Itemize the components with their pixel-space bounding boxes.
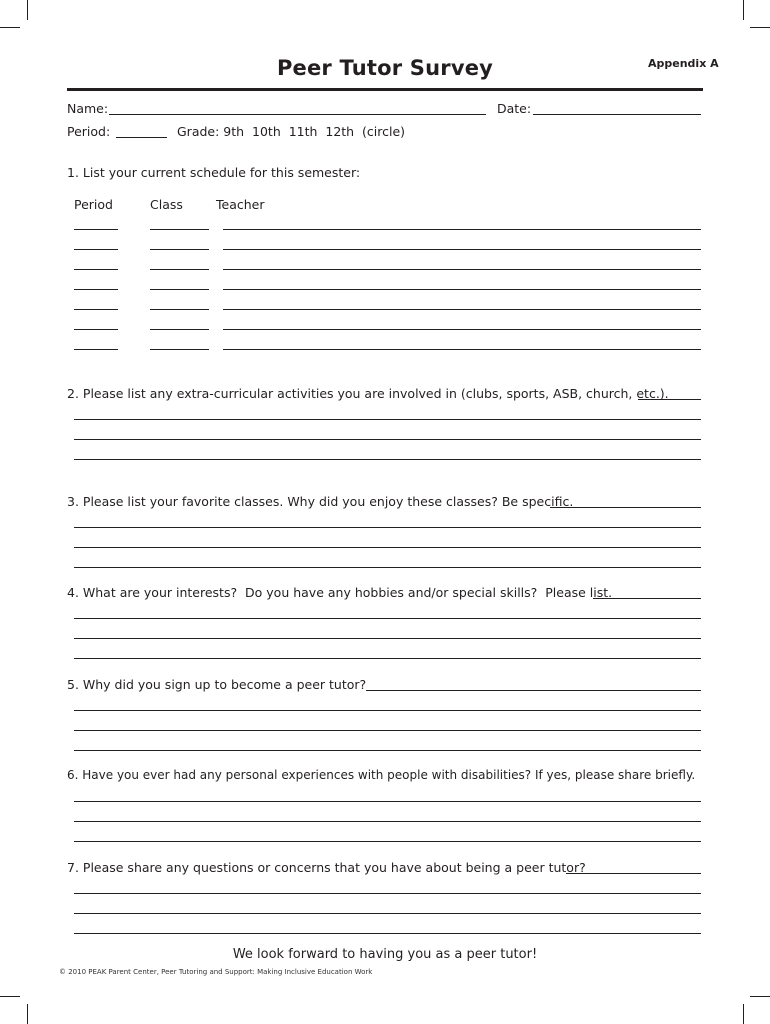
crop-mark — [27, 0, 28, 20]
title-rule — [67, 88, 703, 91]
answer-line[interactable] — [74, 638, 701, 639]
answer-line[interactable] — [566, 873, 701, 874]
schedule-period-field[interactable] — [74, 249, 118, 250]
question-4: 4. What are your interests? Do you have any hobbies and/or special skills? Please list. — [67, 585, 613, 600]
schedule-period-field[interactable] — [74, 329, 118, 330]
date-label: Date: — [497, 101, 532, 116]
answer-line[interactable] — [74, 710, 701, 711]
crop-mark — [750, 996, 770, 997]
schedule-period-field[interactable] — [74, 349, 118, 350]
col-header-class: Class — [150, 197, 183, 212]
question-5: 5. Why did you sign up to become a peer tutor? — [67, 677, 367, 692]
answer-line[interactable] — [74, 750, 701, 751]
crop-mark — [743, 0, 744, 20]
copyright-notice: © 2010 PEAK Parent Center, Peer Tutoring and Support: Making Inclusive Education Work — [59, 968, 373, 976]
grade-options: Grade: 9th 10th 11th 12th (circle) — [177, 124, 406, 139]
answer-line[interactable] — [74, 618, 701, 619]
answer-line[interactable] — [550, 507, 701, 508]
answer-line[interactable] — [74, 439, 701, 440]
answer-line[interactable] — [74, 730, 701, 731]
crop-mark — [0, 27, 20, 28]
schedule-class-field[interactable] — [150, 229, 209, 230]
schedule-class-field[interactable] — [150, 329, 209, 330]
answer-line[interactable] — [366, 690, 701, 691]
crop-mark — [27, 1004, 28, 1024]
question-3: 3. Please list your favorite classes. Why did you enjoy these classes? Be specific. — [67, 494, 574, 509]
period-field[interactable] — [116, 137, 167, 138]
answer-line[interactable] — [74, 801, 701, 802]
schedule-teacher-field[interactable] — [223, 249, 701, 250]
schedule-class-field[interactable] — [150, 289, 209, 290]
schedule-teacher-field[interactable] — [223, 269, 701, 270]
question-2: 2. Please list any extra-curricular activities you are involved in (clubs, sports, ASB, church, etc.). — [67, 386, 669, 401]
schedule-teacher-field[interactable] — [223, 229, 701, 230]
schedule-period-field[interactable] — [74, 229, 118, 230]
schedule-class-field[interactable] — [150, 269, 209, 270]
answer-line[interactable] — [74, 913, 701, 914]
answer-line[interactable] — [74, 527, 701, 528]
answer-line[interactable] — [74, 658, 701, 659]
schedule-teacher-field[interactable] — [223, 329, 701, 330]
period-label: Period: — [67, 124, 111, 139]
closing-message: We look forward to having you as a peer tutor! — [232, 947, 538, 962]
schedule-period-field[interactable] — [74, 309, 118, 310]
answer-line[interactable] — [74, 419, 701, 420]
answer-line[interactable] — [74, 893, 701, 894]
answer-line[interactable] — [74, 841, 701, 842]
col-header-teacher: Teacher — [216, 197, 265, 212]
answer-line[interactable] — [74, 933, 701, 934]
answer-line[interactable] — [74, 547, 701, 548]
question-6: 6. Have you ever had any personal experiences with people with disabilities? If yes, please share briefly. — [67, 768, 696, 782]
schedule-class-field[interactable] — [150, 349, 209, 350]
schedule-class-field[interactable] — [150, 249, 209, 250]
schedule-teacher-field[interactable] — [223, 309, 701, 310]
answer-line[interactable] — [638, 399, 701, 400]
page-title: Peer Tutor Survey — [276, 56, 494, 80]
crop-mark — [743, 1004, 744, 1024]
schedule-class-field[interactable] — [150, 309, 209, 310]
answer-line[interactable] — [593, 598, 701, 599]
col-header-period: Period — [74, 197, 113, 212]
name-label: Name: — [67, 101, 109, 116]
schedule-teacher-field[interactable] — [223, 289, 701, 290]
question-7: 7. Please share any questions or concerns that you have about being a peer tutor? — [67, 860, 586, 875]
date-field[interactable] — [533, 114, 701, 115]
question-1: 1. List your current schedule for this semester: — [67, 165, 361, 180]
schedule-teacher-field[interactable] — [223, 349, 701, 350]
answer-line[interactable] — [74, 459, 701, 460]
schedule-period-field[interactable] — [74, 269, 118, 270]
answer-line[interactable] — [74, 567, 701, 568]
answer-line[interactable] — [74, 821, 701, 822]
appendix-label: Appendix A — [648, 57, 719, 70]
name-field[interactable] — [109, 114, 486, 115]
crop-mark — [0, 996, 20, 997]
schedule-period-field[interactable] — [74, 289, 118, 290]
crop-mark — [750, 27, 770, 28]
